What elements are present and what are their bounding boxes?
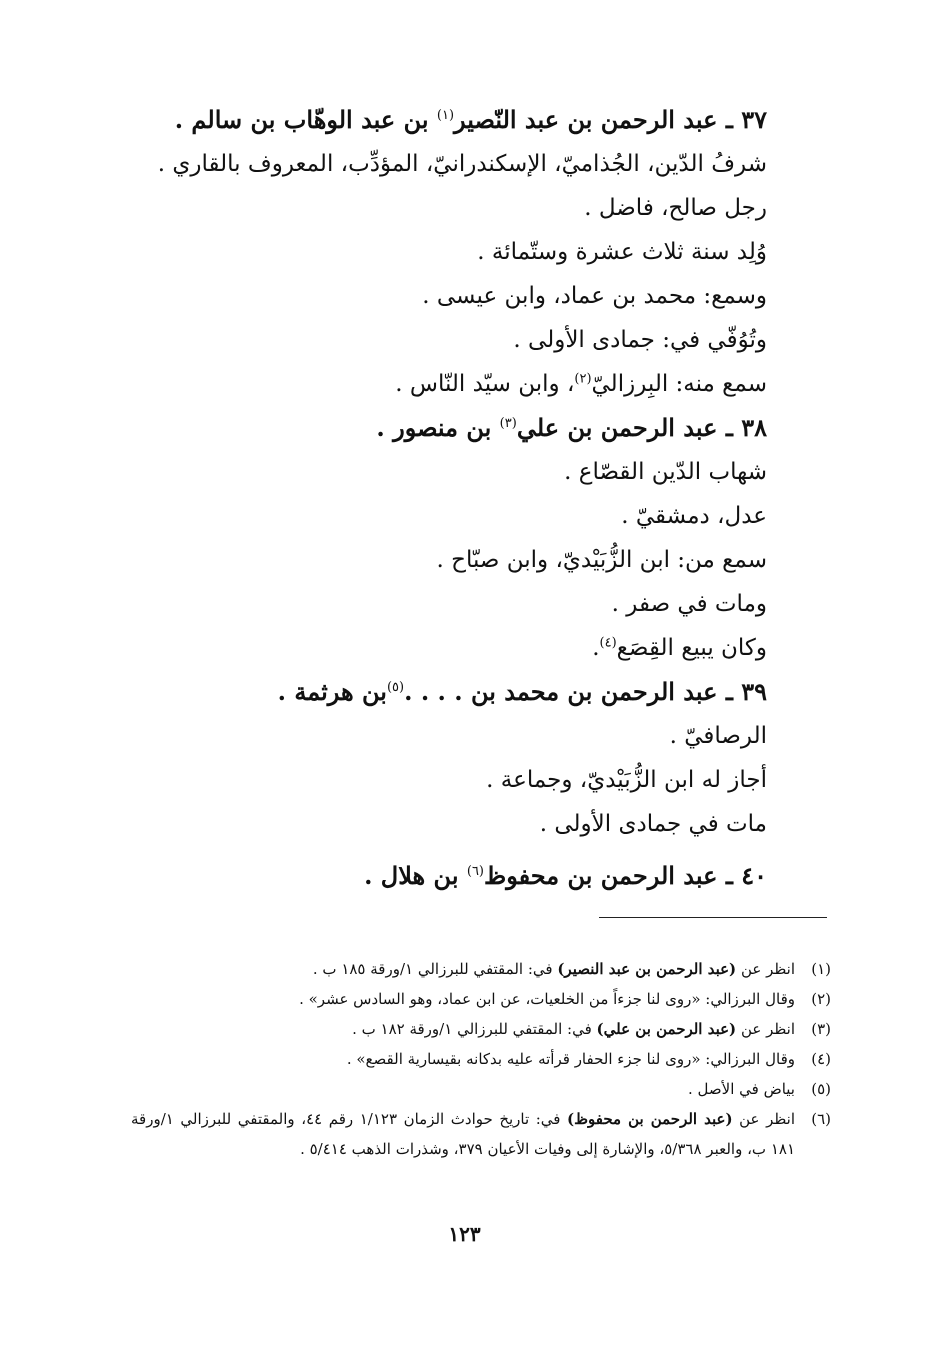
footnote-text-part: في: المقتفي للبرزالي ١/ورقة ١٨٢ ب . (352, 1020, 592, 1038)
entry-line: ومات في صفر . (611, 591, 767, 617)
entry-name-rest: بن هرثمة . (277, 677, 387, 706)
footnote-number: (٢) (811, 990, 831, 1008)
entry-line (127, 362, 767, 406)
entry-line: وسمع: محمد بن عماد، وابن عيسى . (422, 283, 767, 309)
footnote-ref[interactable]: (٢) (574, 371, 592, 387)
entry-line: الرصافيّ . (669, 723, 767, 749)
footnote-title: (عبد الرحمن بن محفوظ) (567, 1110, 733, 1128)
footnote-number: (١) (811, 960, 831, 978)
entry-number: ٤٠ ـ (725, 861, 767, 890)
footnote-title: (عبد الرحمن بن علي) (596, 1020, 737, 1038)
entry-line-text: ، وابن سيّد النّاس . (395, 371, 575, 397)
footnote-text-part: وقال البرزالي: «روى لنا جزءاً من الخلعيات، عن ابن عماد، وهو السادس عشر» . (299, 990, 795, 1008)
footnote-ref[interactable]: (٥) (386, 680, 405, 695)
spacer (127, 846, 767, 854)
footnote-text-part: انظر عن (740, 1020, 795, 1038)
footnote-text (131, 984, 795, 1014)
entry-name-rest: بن منصور . (376, 413, 492, 442)
entry-line: رجل صالح، فاضل . (584, 195, 767, 221)
footnote-text-part: انظر عن (740, 960, 795, 978)
entry-line-text: سمع منه: البِرزاليّ (591, 371, 767, 397)
entry-line (127, 626, 767, 670)
footnote-text-part: بياض في الأصل . (688, 1080, 795, 1098)
footnote-number: (٤) (811, 1050, 831, 1068)
entry-name: عبد الرحمن بن عبد النّصير (454, 105, 718, 134)
footnote-text-part: انظر عن (739, 1110, 795, 1128)
entry-line: سمع من: ابن الزُّبَيْديّ، وابن صبّاح . (436, 547, 767, 573)
footnotes (131, 954, 831, 1164)
entry-name-rest: بن هلال . (364, 861, 459, 890)
footnote-ref[interactable]: (٦) (466, 864, 484, 879)
footnote (131, 1044, 831, 1074)
entry-line: شهاب الدّين القصّاع . (564, 459, 767, 485)
entry-heading (127, 406, 767, 450)
footnote-text (131, 954, 795, 984)
entry-line-text: وكان يبيع القِصَع (616, 635, 767, 661)
footnote (131, 984, 831, 1014)
entry-heading (127, 670, 767, 714)
entry-line: أجاز له ابن الزُّبَيْديّ، وجماعة . (486, 767, 767, 793)
footnote (131, 1104, 831, 1164)
entry-line: مات في جمادى الأولى . (539, 811, 767, 837)
entry-name: عبد الرحمن بن محفوظ (484, 861, 718, 890)
footnote-number: (٦) (811, 1110, 831, 1128)
entry-line: شرفُ الدّين، الجُذاميّ، الإسكندرانيّ، المؤدِّب، المعروف بالقاري . (157, 151, 767, 177)
footnote-ref[interactable]: (١) (436, 108, 455, 123)
footnote-text-part: وقال البرزالي: «روى لنا جزء الحفار قرأته عليه بدكانه بقيسارية القصع» . (346, 1050, 795, 1068)
entry-line: وُلِد سنة ثلاث عشرة وستّمائة . (477, 239, 767, 265)
footnote-title: (عبد الرحمن بن عبد النصير) (557, 960, 737, 978)
footnote-text (131, 1044, 795, 1074)
footnote-ref[interactable]: (٤) (599, 635, 617, 651)
footnote-ref[interactable]: (٣) (499, 416, 517, 431)
entry-line: وتُوُفّي في: جمادى الأولى . (513, 327, 767, 353)
main-text (127, 98, 767, 898)
footnote-number: (٥) (811, 1080, 831, 1098)
entry-heading (127, 98, 767, 142)
footnote (131, 954, 831, 984)
footnote-text (131, 1014, 795, 1044)
entry-line-text: . (592, 635, 600, 661)
footnote (131, 1074, 831, 1104)
page-number: ١٢٣ (448, 1222, 481, 1246)
entry-number: ٣٧ ـ (725, 105, 767, 134)
footnote-text (131, 1074, 795, 1104)
entry-line: عدل، دمشقيّ . (621, 503, 767, 529)
entry-number: ٣٩ ـ (725, 677, 767, 706)
footnote-divider (599, 917, 827, 918)
footnote-text-part: في: المقتفي للبرزالي ١/ورقة ١٨٥ ب . (312, 960, 553, 978)
entry-name: عبد الرحمن بن علي (516, 413, 718, 442)
entry-name: عبد الرحمن بن محمد بن . . . . (404, 677, 718, 706)
footnote-number: (٣) (811, 1020, 831, 1038)
footnote-text (131, 1104, 795, 1164)
entry-number: ٣٨ ـ (725, 413, 767, 442)
entry-heading (127, 854, 767, 898)
footnote-text-part: في: تاريخ حوادث الزمان ١/١٢٣ رقم ٤٤، والمقتفي للبرزالي ١/ورقة ١٨١ ب، والعبر ٥/٣٦٨، والإشارة إلى وفيات الأعيان ٣٧٩، وشذرات الذهب ٥/٤١٤ . (131, 1110, 795, 1158)
entry-name-rest: بن عبد الوهّاب بن سالم . (174, 105, 429, 134)
footnote (131, 1014, 831, 1044)
